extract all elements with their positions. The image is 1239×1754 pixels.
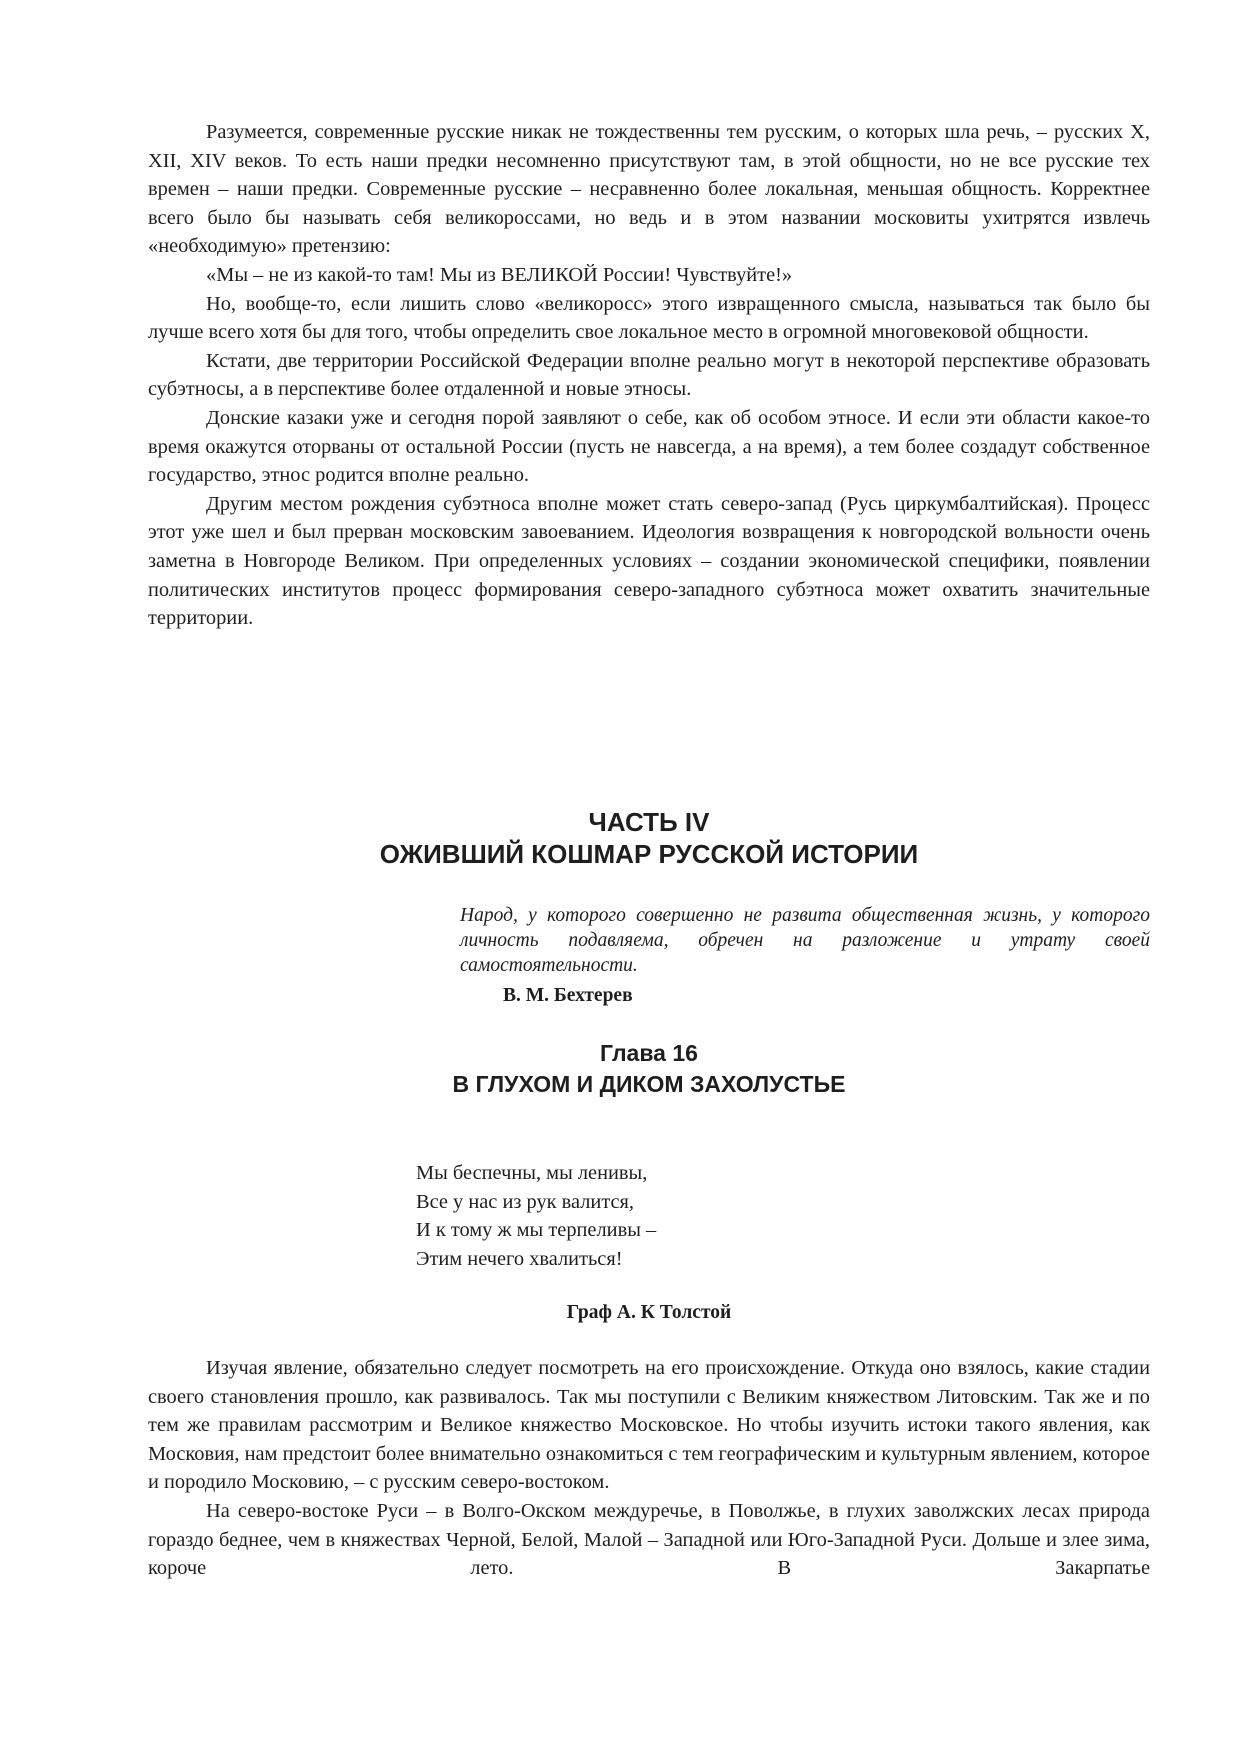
paragraph: Изучая явление, обязательно следует посмотреть на его происхождение. Откуда оно взялось, какие стадии своего становления прошло, как развивалось. Так мы поступили с Великим княжеством Литовским. Так же и по тем же правилам рассмотрим и Великое княжество Московское. Но чтобы изучить истоки такого явления, как Московия, нам предстоит более внимательно ознакомиться с тем географическим и культурным явлением, которое и породило Московию, – с русским северо-востоком. [148, 1357, 1150, 1494]
chapter-heading [148, 1038, 1150, 1100]
paragraph: Другим местом рождения субэтноса вполне может стать северо-запад (Русь циркумбалтийская). Процесс этот уже шел и был прерван московским завоеванием. Идеология возвращения к новгородской вольности очень заметна в Новгороде Великом. При определенных условиях – создании экономической специфики, появлении политических институтов процесс формирования северо-западного субэтноса может охватить значительные территории. [148, 492, 1150, 630]
poem-line: И к тому ж мы терпеливы – [416, 1219, 657, 1242]
poem-line: Все у нас из рук валится, [416, 1190, 635, 1213]
paragraph: Донские казаки уже и сегодня порой заявляют о себе, как об особом этносе. И если эти области какое-то время окажутся оторваны от остальной России (пусть не навсегда, а на время), а тем более создадут собственное государство, этнос родится вполне реально. [148, 406, 1150, 487]
part-number: ЧАСТЬ IV [588, 807, 710, 837]
chapter-title: В ГЛУХОМ И ДИКОМ ЗАХОЛУСТЬЕ [452, 1071, 846, 1097]
paragraph: Кстати, две территории Российской Федерации вполне реально могут в некоторой перспективе образовать субэтносы, а в перспективе более отдаленной и новые этносы. [148, 349, 1150, 401]
part-title: ОЖИВШИЙ КОШМАР РУССКОЙ ИСТОРИИ [379, 839, 919, 869]
paragraph: На северо-востоке Руси – в Волго-Окском междуречье, в Поволжье, в глухих заволжских лесах природа гораздо беднее, чем в княжествах Черной, Белой, Малой – Западной или Юго-Западной Руси. Дольше и злее зима, короче лето. В Закарпатье [148, 1499, 1150, 1580]
paragraph: Но, вообще-то, если лишить слово «великоросс» этого извращенного смысла, называться так было бы лучше всего хотя бы для того, чтобы определить свое локальное место в огромной многовековой общности. [148, 292, 1150, 344]
quote-paragraph: «Мы – не из какой-то там! Мы из ВЕЛИКОЙ России! Чувствуйте!» [206, 263, 793, 286]
part-heading [148, 806, 1150, 870]
poem-author: Граф А. К Толстой [566, 1302, 732, 1323]
poem-line: Мы беспечны, мы ленивы, [416, 1162, 648, 1184]
intro-text [148, 118, 1150, 633]
chapter-number: Глава 16 [600, 1040, 698, 1066]
epigraph-text: Народ, у которого совершенно не развита общественная жизнь, у которого личность подавляема, обречен на разложение и утрату своей самостоятельности. [460, 905, 1150, 976]
main-text [148, 1354, 1150, 1583]
paragraph: Разумеется, современные русские никак не тождественны тем русским, о которых шла речь, – русских X, XII, XIV веков. То есть наши предки несомненно присутствуют там, в этой общности, но не все русские тех времен – наши предки. Современные русские – несравненно более локальная, меньшая общность. Корректнее всего было бы называть себя великороссами, но ведь и в этом названии московиты ухитрятся извлечь «необходимую» претензию: [148, 121, 1150, 258]
poem-line: Этим нечего хвалиться! [416, 1247, 623, 1270]
epigraph-author: В. М. Бехтерев [503, 985, 633, 1006]
poem [416, 1159, 656, 1273]
